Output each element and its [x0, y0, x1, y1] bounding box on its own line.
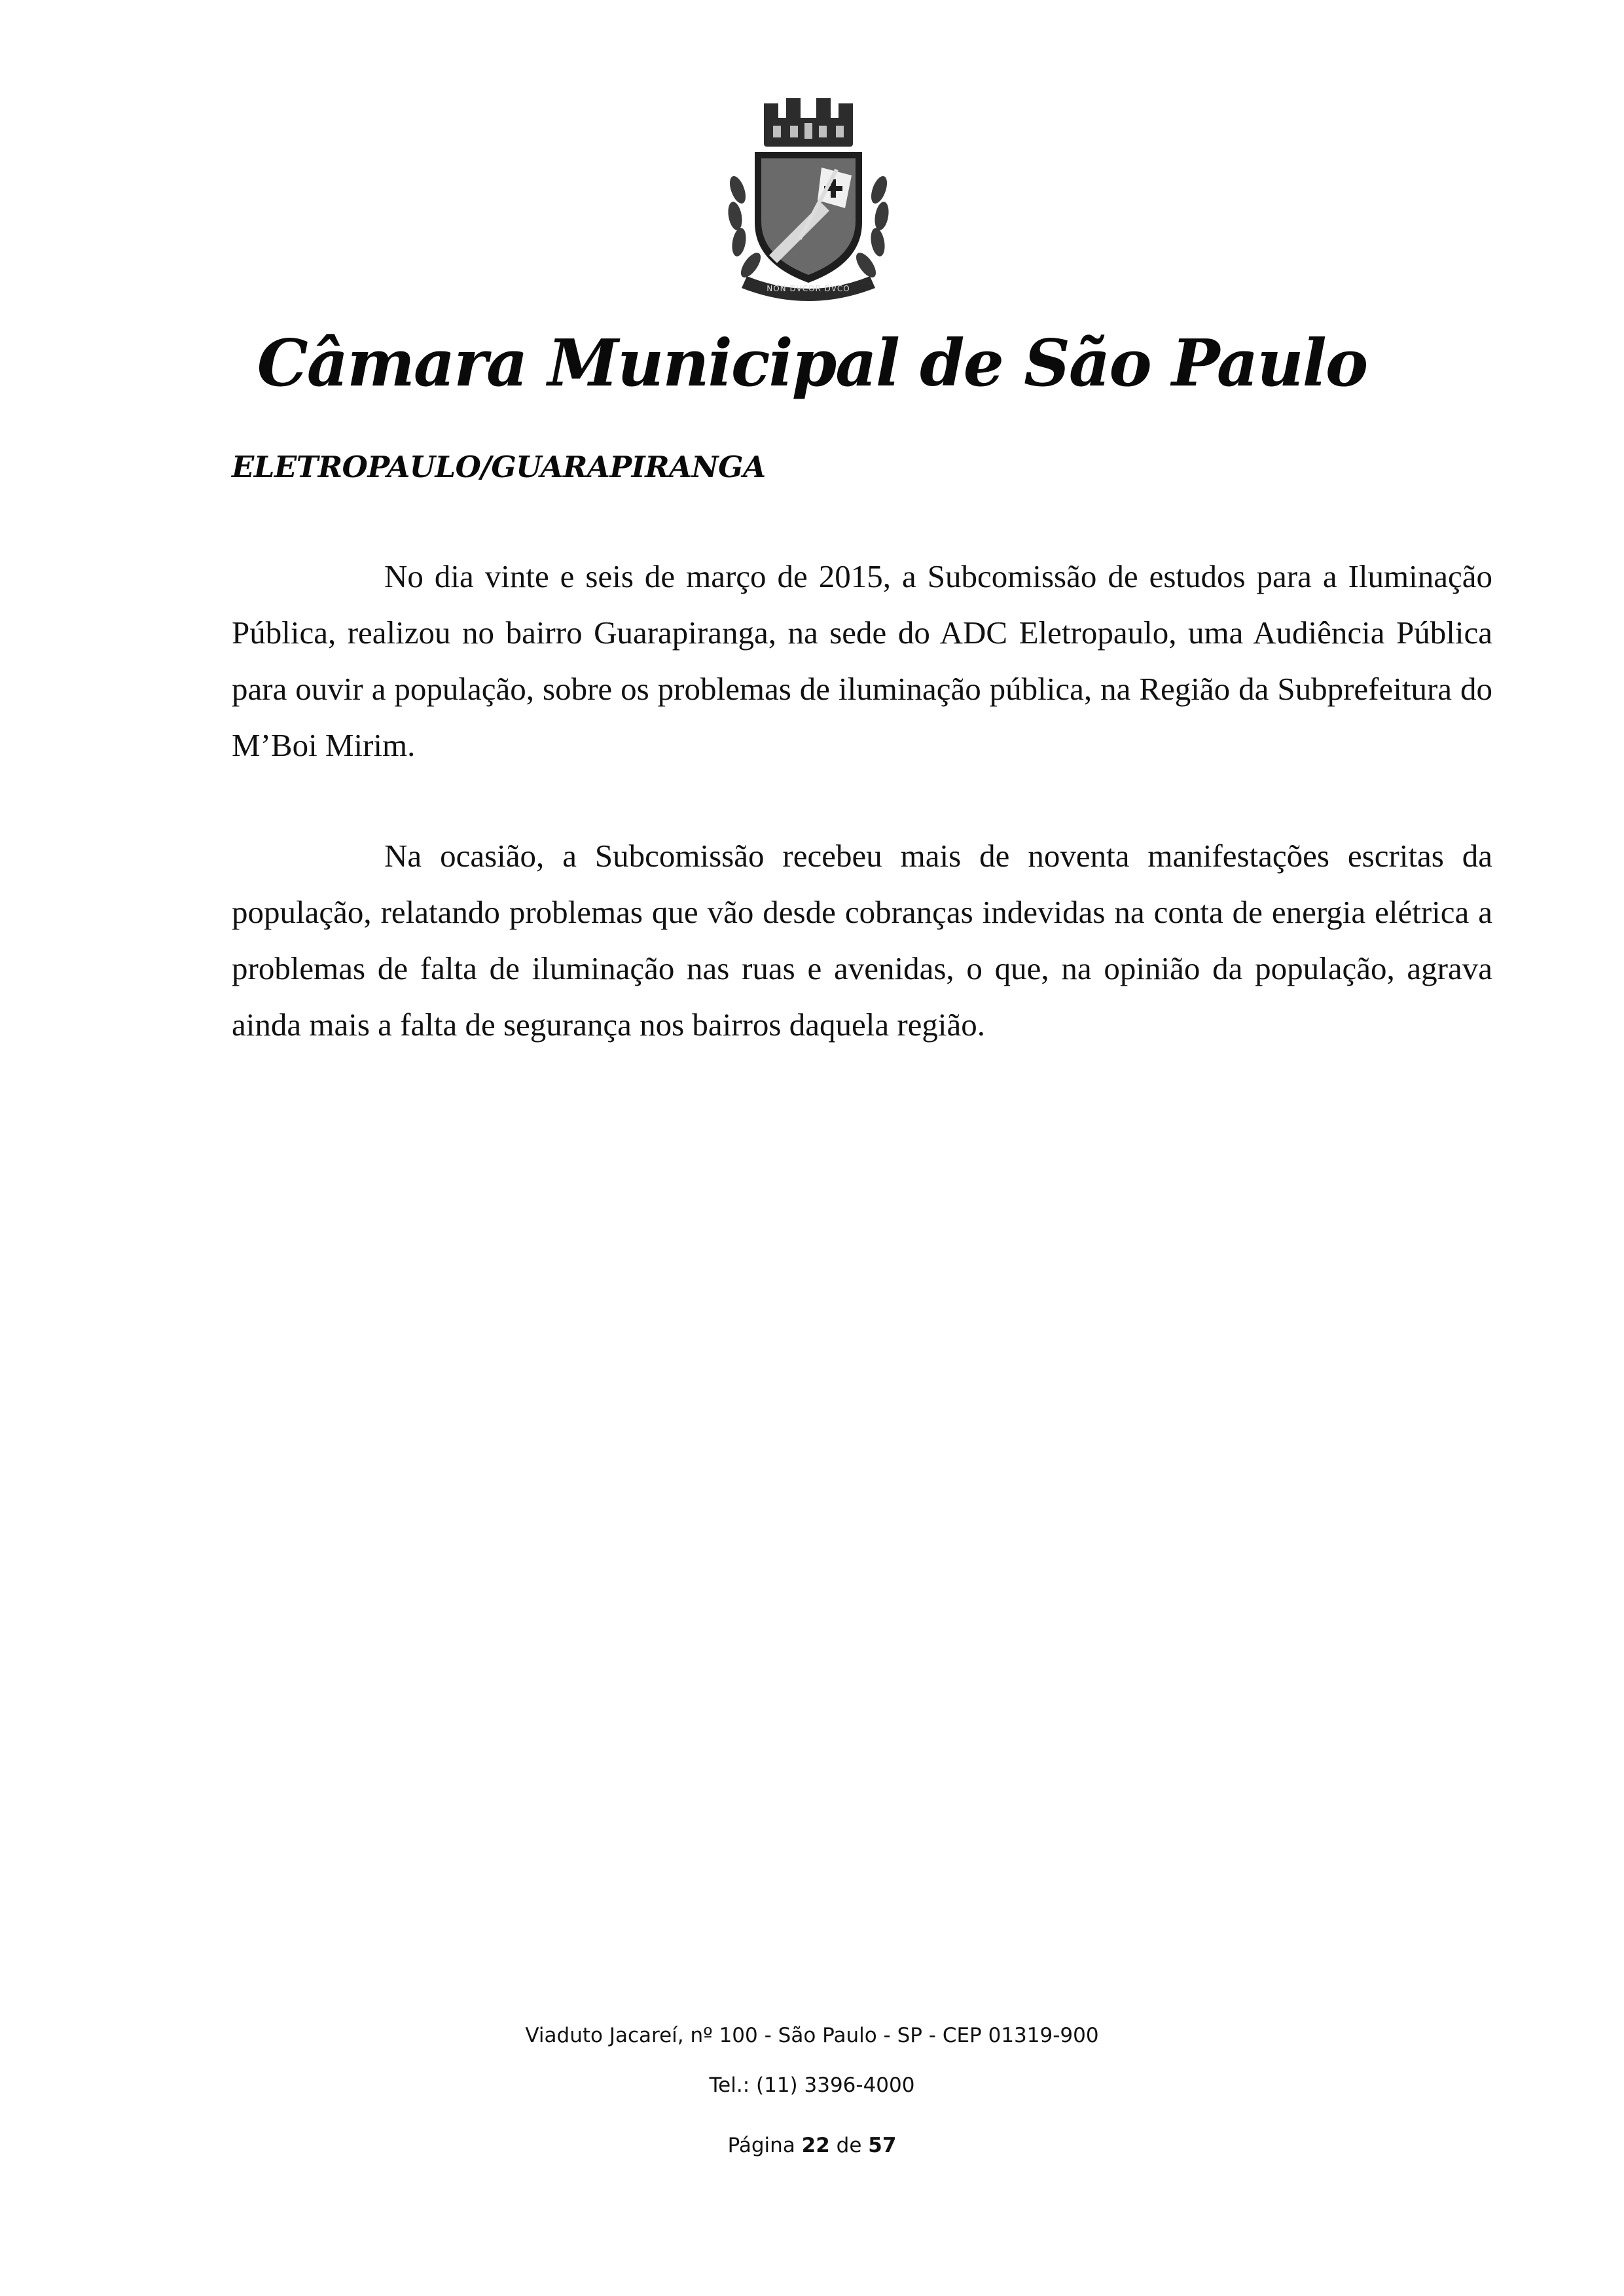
footer-address: Viaduto Jacareí, nº 100 - São Paulo - SP - CEP 01319-900	[525, 2024, 1099, 2047]
crest-motto: NON DVCOR DVCO	[767, 284, 850, 293]
body-paragraph	[232, 828, 1492, 1053]
section-heading: ELETROPAULO/GUARAPIRANGA	[232, 450, 766, 484]
paragraph-text: No dia vinte e seis de março de 2015, a Subcomissão de estudos para a Iluminação Pública, realizou no bairro Guarapiranga, na sede do ADC Eletropaulo, uma Audiência Pública para ouvir a população, sobre os problemas de iluminação pública, na Região da Subprefeitura do M’Boi Mirim.	[232, 558, 1492, 763]
paragraph-text: Na ocasião, a Subcomissão recebeu mais de noventa manifestações escritas da população, relatando problemas que vão desde cobranças indevidas na conta de energia elétrica a problemas de falta de iluminação nas ruas e avenidas, o que, na opinião da população, agrava ainda mais a falta de segurança nos bairros daquela região.	[232, 838, 1492, 1043]
footer-phone: Tel.: (11) 3396-4000	[709, 2073, 915, 2097]
page-current: 22	[801, 2134, 830, 2157]
page-title: Câmara Municipal de São Paulo	[257, 326, 1367, 401]
page-label: Página	[727, 2134, 795, 2157]
body-paragraph	[232, 548, 1492, 774]
page-number	[0, 2134, 1624, 2157]
page-of-label: de	[836, 2134, 862, 2157]
coat-of-arms-icon	[723, 92, 893, 301]
page-total: 57	[868, 2134, 897, 2157]
